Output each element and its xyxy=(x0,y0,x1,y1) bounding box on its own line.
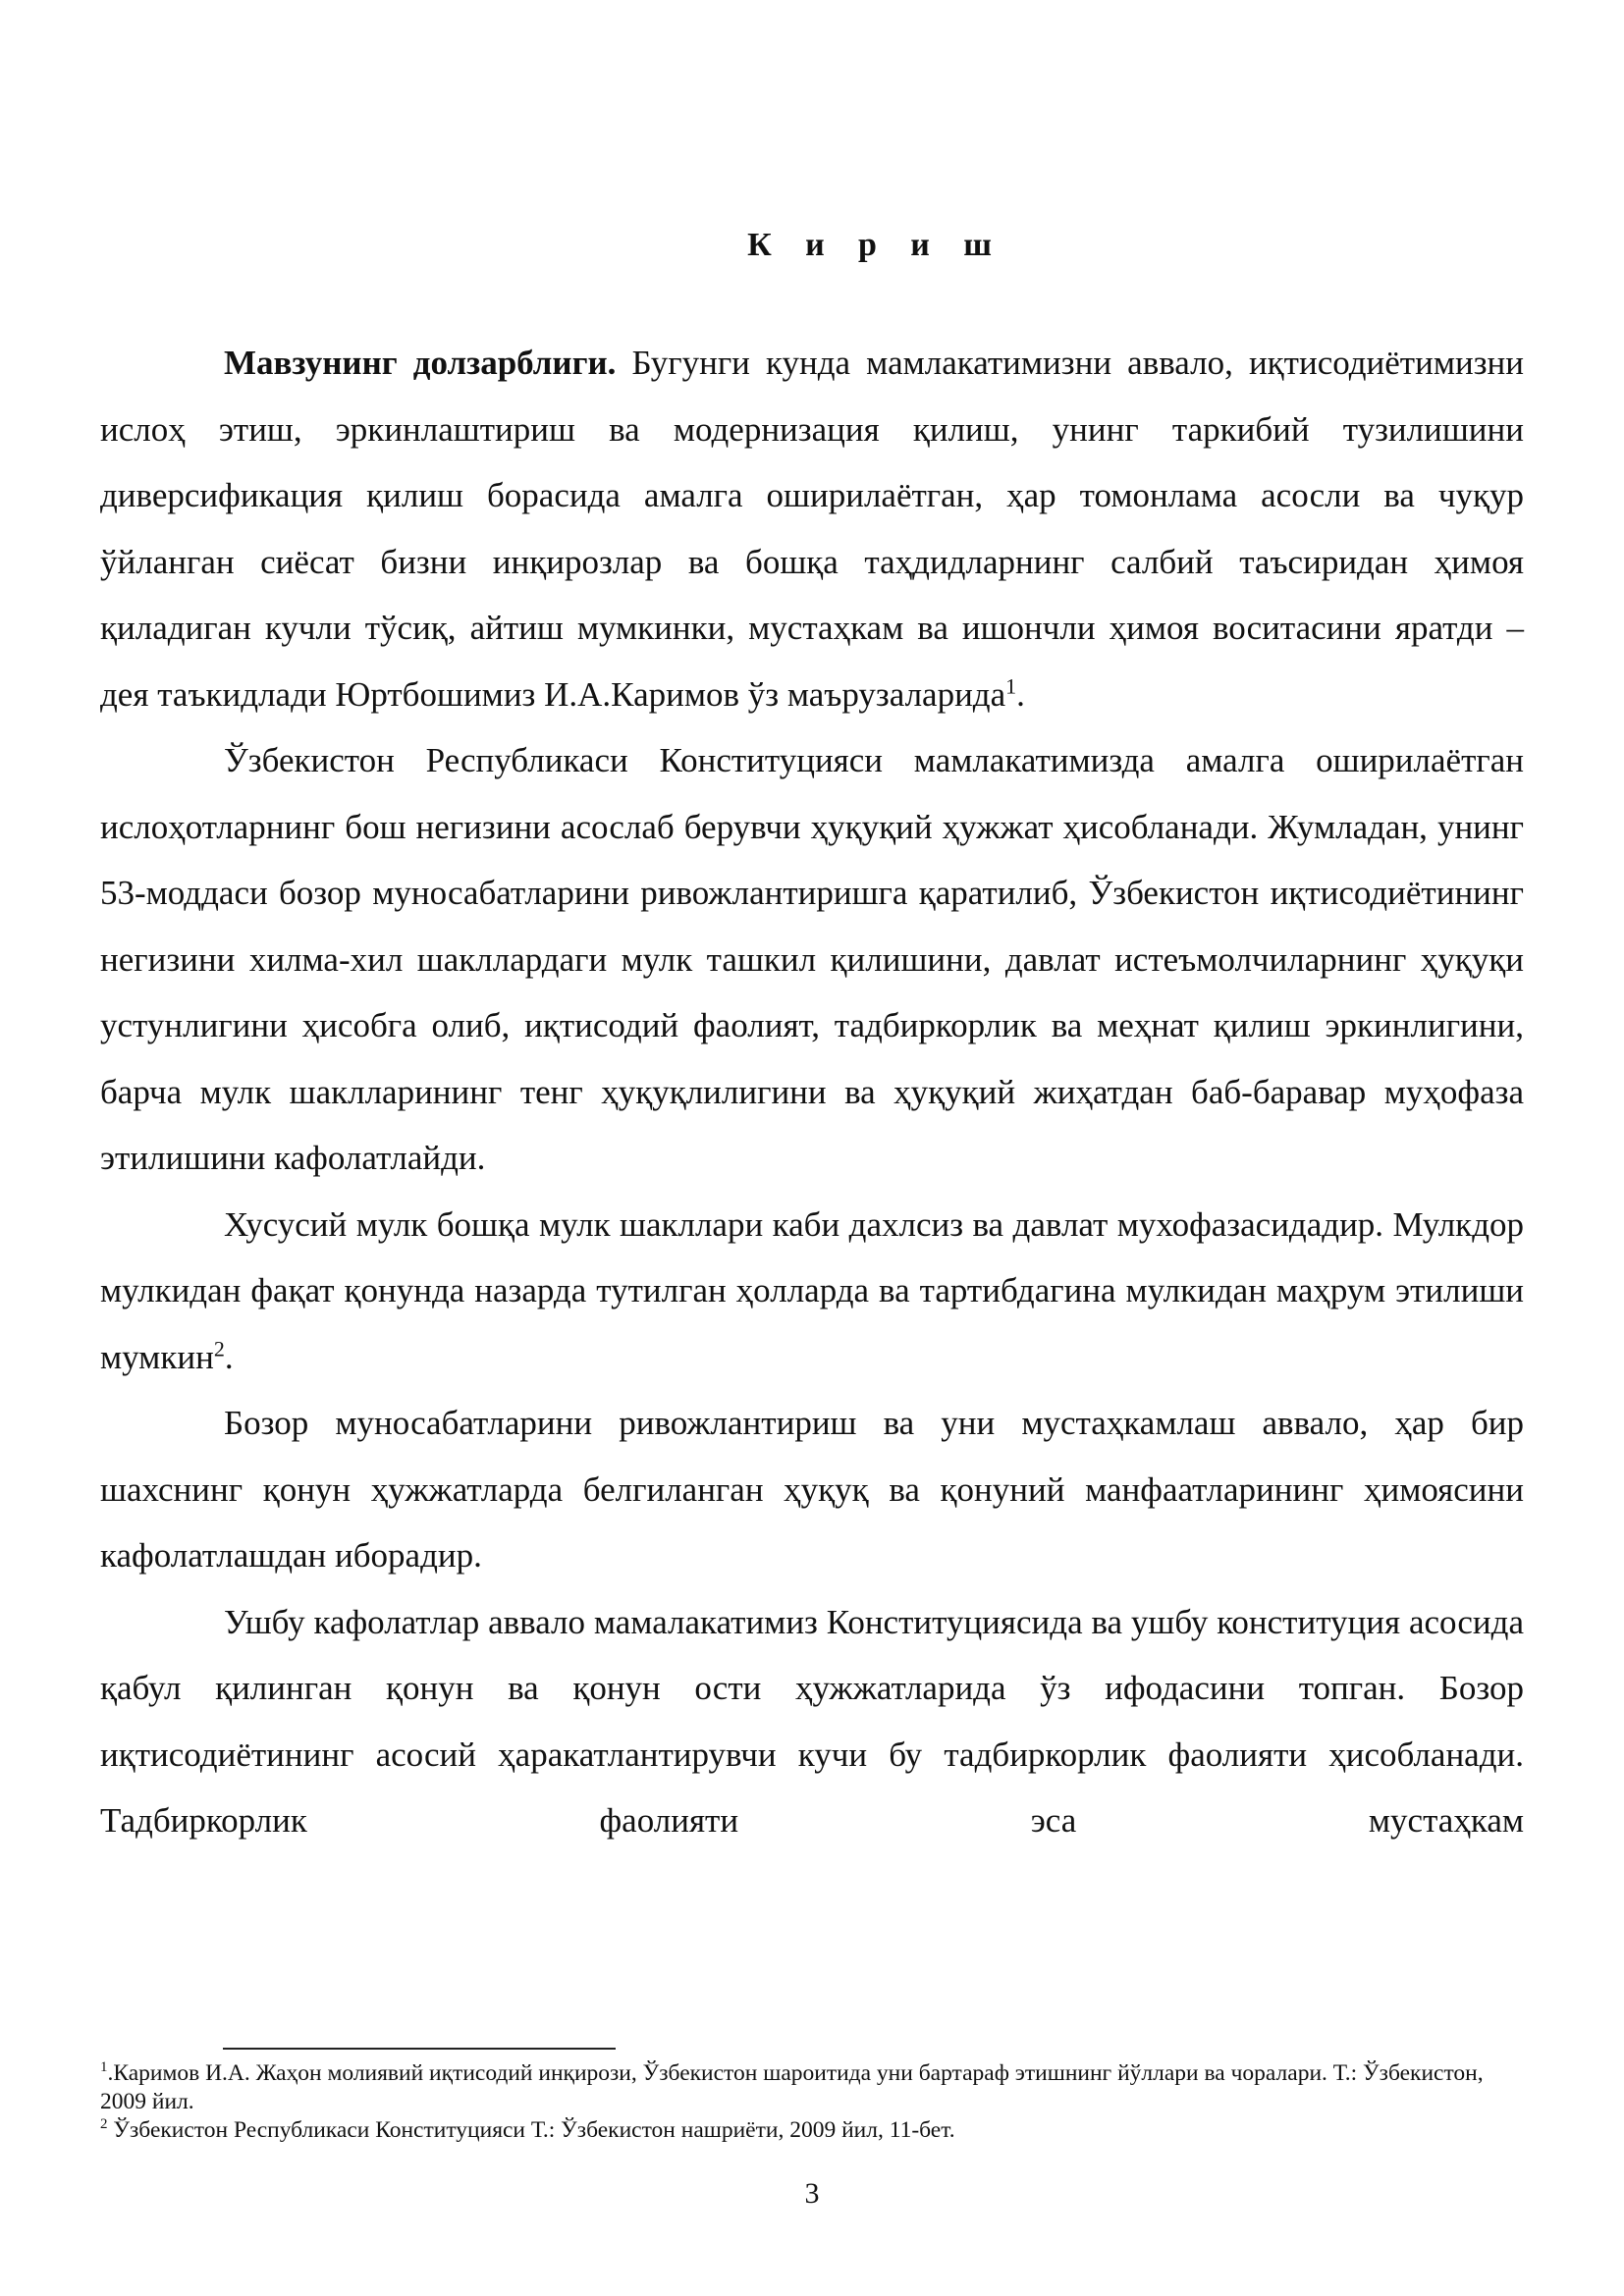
footnotes xyxy=(100,2059,1524,2145)
footnote-separator xyxy=(223,2048,616,2050)
footnote-mark: 1 xyxy=(100,2059,108,2076)
paragraph-relevance xyxy=(100,330,1524,727)
paragraph-private-property xyxy=(100,1192,1524,1391)
paragraph-text: Бозор муносабатларини ривожлантириш ва уни мустаҳкамлаш аввало, ҳар бир шахснинг қонун ҳужжатларда белгиланган ҳуқуқ ва қонуний манфаатларининг ҳимоясини кафолатлашдан иборадир. xyxy=(100,1404,1524,1575)
paragraph-tail: . xyxy=(224,1337,234,1376)
paragraph-text: Хусусий мулк бошқа мулк шакллари каби дахлсиз ва давлат мухофазасидадир. Мулкдор мулкидан фақат қонунда назарда тутилган ҳолларда ва тартибдагина мулкидан маҳрум этилиши мумкин xyxy=(100,1204,1524,1376)
footnote-mark: 2 xyxy=(100,2116,108,2133)
footnote-ref[interactable]: 1 xyxy=(1005,672,1017,698)
paragraph-market-relations xyxy=(100,1390,1524,1589)
section-title: К и р и ш xyxy=(747,227,1004,263)
paragraph-text: Бугунги кунда мамлакатимизни аввало, иқтисодиётимизни ислоҳ этиш, эркинлаштириш ва модернизация қилиш, унинг таркибий тузилишини диверсификация қилиш борасида амалга оширилаётган, ҳар томонлама асосли ва чуқур ўйланган сиёсат бизни инқирозлар ва бошқа таҳдидларнинг салбий таъсиридан ҳимоя қиладиган кучли тўсиқ, айтиш мумкинки, мустаҳкам ва ишончли ҳимоя воситасини яратди – дея таъкидлади Юртбошимиз И.А.Каримов ўз маърузаларида xyxy=(100,344,1524,714)
footnote-ref[interactable]: 2 xyxy=(213,1335,225,1361)
paragraph-tail: . xyxy=(1016,674,1025,714)
footnote-text: .Каримов И.А. Жаҳон молиявий иқтисодий инқирози, Ўзбекистон шароитида уни бартараф этишнинг йўллари ва чоралари. Т.: Ўзбекистон, 2009 йил. xyxy=(100,2060,1484,2114)
paragraph-text: Ушбу кафолатлар аввало мамалакатимиз Конституциясида ва ушбу конституция асосида қабул қилинган қонун ва қонун ости ҳужжатларида ўз ифодасини топган. Бозор иқтисодиётининг асосий ҳаракатлантирувчи кучи бу тадбиркорлик фаолияти ҳисобланади. Тадбиркорлик фаолияти эса мустаҳкам xyxy=(100,1602,1524,1840)
footnote-text: Ўзбекистон Республикаси Конституцияси Т.: Ўзбекистон нашриёти, 2009 йил, 11-бет. xyxy=(107,2117,955,2143)
paragraph-constitution xyxy=(100,727,1524,1192)
page-number: 3 xyxy=(804,2177,820,2210)
paragraph-text: Ўзбекистон Республикаси Конституцияси мамлакатимизда амалга оширилаётган ислоҳотларнинг бош негизини асослаб берувчи ҳуқуқий ҳужжат ҳисобланади. Жумладан, унинг 53-моддаси бозор муносабатларини ривожлантиришга қаратилиб, Ўзбекистон иқтисодиётининг негизини хилма-хил шакллардаги мулк ташкил қилишини, давлат истеъмолчиларнинг ҳуқуқи устунлигини ҳисобга олиб, иқтисодий фаолият, тадбиркорлик ва меҳнат қилиш эркинлигини, барча мулк шаклларининг тенг ҳуқуқлилигини ва ҳуқуқий жиҳатдан баб-баравар муҳофаза этилишини кафолатлайди. xyxy=(100,741,1524,1177)
footnote-item xyxy=(100,2059,1524,2116)
body-text xyxy=(100,330,1524,1854)
paragraph-guarantees xyxy=(100,1589,1524,1854)
footnote-item xyxy=(100,2116,1524,2145)
paragraph-lead: Мавзунинг долзарблиги. xyxy=(224,344,617,382)
